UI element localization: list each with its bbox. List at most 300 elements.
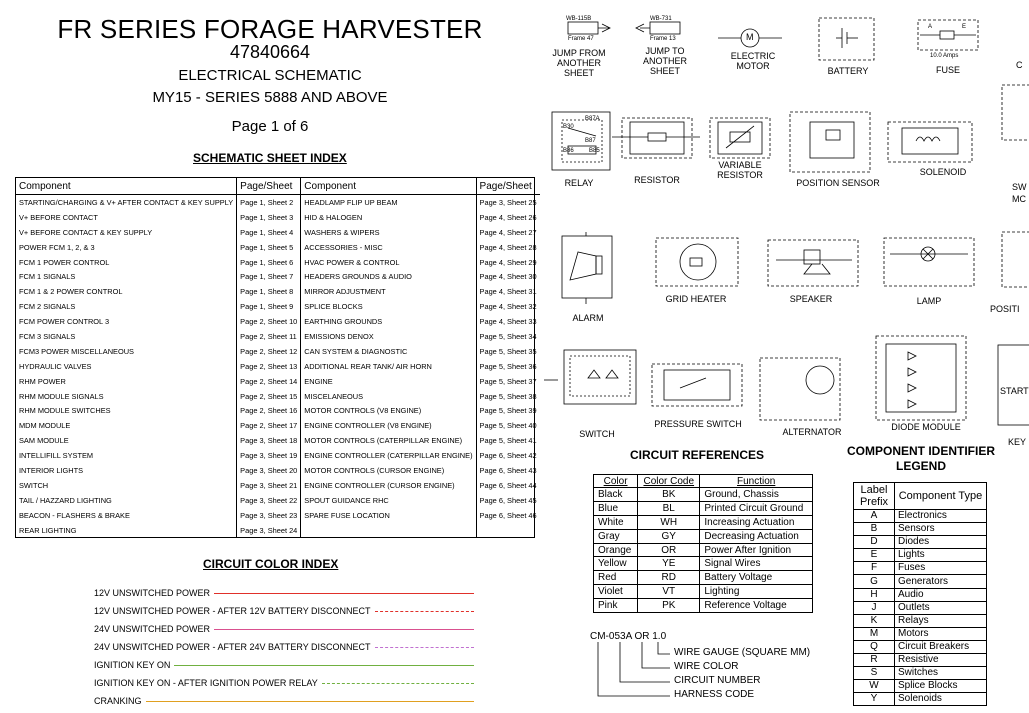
solenoid-label: SOLENOID bbox=[919, 167, 967, 177]
ref-code: GY bbox=[638, 529, 700, 543]
color-index-swatch-line bbox=[214, 629, 474, 630]
solenoid-symbol bbox=[888, 122, 972, 162]
wire-code-example: CM-053A OR 1.0 bbox=[590, 631, 667, 642]
fuse-symbol bbox=[918, 20, 978, 50]
battery-label: BATTERY bbox=[827, 66, 869, 76]
ref-color: Black bbox=[594, 488, 638, 502]
cid-prefix: M bbox=[854, 627, 895, 640]
index-page: Page 5, Sheet 34 bbox=[476, 329, 540, 344]
circuit-references-heading: CIRCUIT REFERENCES bbox=[630, 448, 765, 462]
index-page: Page 3, Sheet 20 bbox=[237, 463, 301, 478]
index-component: SPLICE BLOCKS bbox=[301, 299, 476, 314]
index-row bbox=[16, 374, 540, 389]
index-row bbox=[16, 329, 540, 344]
index-page: Page 1, Sheet 6 bbox=[237, 255, 301, 270]
fuse-pin-b: E bbox=[962, 24, 967, 30]
index-component: HEADERS GROUNDS & AUDIO bbox=[301, 269, 476, 284]
relay-pin-b86: B86 bbox=[563, 148, 574, 154]
index-page: Page 3, Sheet 23 bbox=[237, 508, 301, 523]
relay-pin-b87a: B87A bbox=[585, 116, 600, 122]
circuit-ref-row bbox=[594, 571, 812, 585]
component-id-heading bbox=[838, 444, 1004, 474]
component-id-row bbox=[854, 549, 987, 562]
color-index-label: 24V UNSWITCHED POWER bbox=[94, 624, 211, 634]
index-component: SPARE FUSE LOCATION bbox=[301, 508, 476, 523]
cid-prefix: F bbox=[854, 562, 895, 575]
index-component: MDM MODULE bbox=[19, 421, 71, 431]
index-header-component: Component bbox=[16, 178, 237, 195]
index-page: Page 5, Sheet 40 bbox=[476, 418, 540, 433]
cid-type: Motors bbox=[895, 627, 987, 640]
page-title: FR SERIES FORAGE HARVESTER bbox=[57, 14, 483, 44]
index-component: SPOUT GUIDANCE RHC bbox=[301, 493, 476, 508]
index-page: Page 4, Sheet 32 bbox=[476, 299, 540, 314]
index-component: REAR LIGHTING bbox=[19, 525, 77, 535]
ref-function: Signal Wires bbox=[700, 557, 812, 571]
jump-to-label: JUMP TO ANOTHER SHEET bbox=[642, 46, 687, 76]
diode-module-label: DIODE MODULE bbox=[891, 422, 961, 432]
index-component: MOTOR CONTROLS (CATERPILLAR ENGINE) bbox=[301, 433, 476, 448]
index-component: BEACON - FLASHERS & BRAKE bbox=[19, 510, 130, 520]
cid-header-prefix: Label Prefix bbox=[854, 483, 895, 510]
cut-label-sw: SW bbox=[1012, 182, 1027, 192]
ref-function: Battery Voltage bbox=[700, 571, 812, 585]
speaker-label: SPEAKER bbox=[789, 294, 833, 304]
circuit-ref-row bbox=[594, 585, 812, 599]
index-page: Page 5, Sheet 38 bbox=[476, 389, 540, 404]
battery-plates bbox=[836, 28, 858, 48]
component-id-row bbox=[854, 627, 987, 640]
index-component: INTELLIFILL SYSTEM bbox=[19, 451, 94, 461]
jump-to-symbol bbox=[636, 22, 680, 34]
index-page: Page 2, Sheet 13 bbox=[237, 359, 301, 374]
index-component: MOTOR CONTROLS (CURSOR ENGINE) bbox=[301, 463, 476, 478]
index-component: EARTHING GROUNDS bbox=[301, 314, 476, 329]
cid-prefix: E bbox=[854, 549, 895, 562]
fuse-rating: 10.0 Amps bbox=[930, 53, 959, 59]
ref-function: Power After Ignition bbox=[700, 543, 812, 557]
resistor-symbol bbox=[612, 118, 700, 158]
color-index-swatch-line bbox=[375, 611, 474, 612]
color-index-swatch-line bbox=[146, 701, 474, 702]
harness-code-label: HARNESS CODE bbox=[674, 689, 755, 700]
ref-code: OR bbox=[638, 543, 700, 557]
color-index-label: 12V UNSWITCHED POWER - AFTER 12V BATTERY DISCONNECT bbox=[94, 606, 371, 616]
color-index-item bbox=[94, 602, 474, 620]
index-component: FCM 1 SIGNALS bbox=[19, 272, 76, 282]
index-page: Page 2, Sheet 14 bbox=[237, 374, 301, 389]
index-component: RHM MODULE SWITCHES bbox=[19, 406, 111, 416]
index-component: FCM 2 SIGNALS bbox=[19, 302, 76, 312]
index-component: WASHERS & WIPERS bbox=[301, 225, 476, 240]
index-component: POWER FCM 1, 2, & 3 bbox=[19, 242, 95, 252]
index-page: Page 2, Sheet 16 bbox=[237, 403, 301, 418]
index-component: INTERIOR LIGHTS bbox=[19, 465, 84, 475]
index-row bbox=[16, 463, 540, 478]
index-page: Page 4, Sheet 29 bbox=[476, 255, 540, 270]
cid-prefix: K bbox=[854, 614, 895, 627]
cid-type: Solenoids bbox=[895, 693, 987, 706]
circuit-ref-row bbox=[594, 501, 812, 515]
cid-prefix: D bbox=[854, 536, 895, 549]
cid-type: Generators bbox=[895, 575, 987, 588]
ref-code: VT bbox=[638, 585, 700, 599]
wire-gauge-label: WIRE GAUGE (SQUARE MM) bbox=[674, 647, 811, 658]
index-page: Page 1, Sheet 8 bbox=[237, 284, 301, 299]
circuit-ref-row bbox=[594, 543, 812, 557]
index-component: ENGINE bbox=[301, 374, 476, 389]
cid-type: Audio bbox=[895, 588, 987, 601]
index-page: Page 3, Sheet 18 bbox=[237, 433, 301, 448]
index-page: Page 4, Sheet 30 bbox=[476, 269, 540, 284]
cid-header-type: Component Type bbox=[895, 483, 987, 510]
color-index-label: CRANKING bbox=[94, 696, 142, 706]
index-page: Page 2, Sheet 11 bbox=[237, 329, 301, 344]
index-row bbox=[16, 389, 540, 404]
circuit-ref-row bbox=[594, 488, 812, 502]
index-page: Page 1, Sheet 2 bbox=[237, 195, 301, 210]
index-header-component: Component bbox=[301, 178, 476, 195]
index-row bbox=[16, 195, 540, 210]
index-page: Page 2, Sheet 15 bbox=[237, 389, 301, 404]
battery-symbol bbox=[819, 18, 874, 60]
cid-prefix: S bbox=[854, 667, 895, 680]
index-component: FCM 1 & 2 POWER CONTROL bbox=[19, 287, 123, 297]
jump-to-tag: WB-731 bbox=[650, 16, 672, 22]
cut-label-mc: MC bbox=[1012, 194, 1026, 204]
alternator-symbol bbox=[760, 358, 840, 420]
cid-type: Outlets bbox=[895, 601, 987, 614]
cut-label-key: KEY bbox=[1008, 437, 1027, 447]
index-component: ENGINE CONTROLLER (V8 ENGINE) bbox=[301, 418, 476, 433]
switch-symbol bbox=[544, 350, 636, 404]
index-page: Page 1, Sheet 9 bbox=[237, 299, 301, 314]
index-component: TAIL / HAZZARD LIGHTING bbox=[19, 495, 112, 505]
index-page: Page 6, Sheet 45 bbox=[476, 493, 540, 508]
fuse-label: FUSE bbox=[935, 65, 960, 75]
index-page: Page 5, Sheet 39 bbox=[476, 403, 540, 418]
ref-function: Reference Voltage bbox=[700, 599, 812, 612]
color-index-swatch-line bbox=[214, 593, 474, 594]
motor-label: ELECTRIC MOTOR bbox=[730, 51, 776, 71]
index-row bbox=[16, 448, 540, 463]
alarm-symbol bbox=[562, 232, 612, 304]
index-component: ENGINE CONTROLLER (CURSOR ENGINE) bbox=[301, 478, 476, 493]
index-page: Page 4, Sheet 31 bbox=[476, 284, 540, 299]
color-index-label: 12V UNSWITCHED POWER bbox=[94, 588, 211, 598]
color-index-item bbox=[94, 638, 474, 656]
index-row bbox=[16, 225, 540, 240]
color-index-swatch-line bbox=[322, 683, 474, 684]
color-index-label: IGNITION KEY ON bbox=[94, 660, 171, 670]
ref-color: Gray bbox=[594, 529, 638, 543]
index-page: Page 3, Sheet 19 bbox=[237, 448, 301, 463]
variable-resistor-label: VARIABLE RESISTOR bbox=[717, 160, 763, 180]
index-page: Page 6, Sheet 42 bbox=[476, 448, 540, 463]
index-row bbox=[16, 240, 540, 255]
index-row bbox=[16, 359, 540, 374]
alternator-label: ALTERNATOR bbox=[782, 427, 842, 437]
refs-header-color: Color bbox=[603, 475, 628, 487]
refs-header-function: Function bbox=[700, 475, 812, 488]
component-id-table bbox=[853, 482, 987, 706]
lamp-label: LAMP bbox=[916, 296, 942, 306]
index-page: Page 5, Sheet 41 bbox=[476, 433, 540, 448]
index-page: Page 5, Sheet 36 bbox=[476, 359, 540, 374]
cid-prefix: W bbox=[854, 680, 895, 693]
component-id-heading-line2: LEGEND bbox=[895, 459, 946, 473]
color-index-item bbox=[94, 692, 474, 710]
wire-legend-leaders bbox=[592, 642, 672, 702]
index-row bbox=[16, 269, 540, 284]
relay-pin-b85: B85 bbox=[589, 148, 600, 154]
index-page: Page 6, Sheet 44 bbox=[476, 478, 540, 493]
index-component: HYDRAULIC VALVES bbox=[19, 361, 92, 371]
index-component: ENGINE CONTROLLER (CATERPILLAR ENGINE) bbox=[301, 448, 476, 463]
component-id-row bbox=[854, 654, 987, 667]
index-component: V+ BEFORE CONTACT & KEY SUPPLY bbox=[19, 227, 153, 237]
model-year: MY15 - SERIES 5888 AND ABOVE bbox=[152, 89, 388, 106]
cid-prefix: R bbox=[854, 654, 895, 667]
cid-type: Relays bbox=[895, 614, 987, 627]
cid-prefix: A bbox=[854, 510, 895, 523]
index-row bbox=[16, 478, 540, 493]
component-id-row bbox=[854, 667, 987, 680]
circuit-ref-row bbox=[594, 557, 812, 571]
index-page: Page 3, Sheet 22 bbox=[237, 493, 301, 508]
alarm-label: ALARM bbox=[572, 313, 604, 323]
color-index-swatch-line bbox=[174, 665, 474, 666]
ref-function: Ground, Chassis bbox=[700, 488, 812, 502]
color-index-swatch-line bbox=[375, 647, 474, 648]
ref-code: BL bbox=[638, 501, 700, 515]
component-id-row bbox=[854, 562, 987, 575]
index-page: Page 1, Sheet 3 bbox=[237, 210, 301, 225]
cid-type: Circuit Breakers bbox=[895, 640, 987, 653]
page-number: Page 1 of 6 bbox=[231, 118, 309, 135]
ref-code: PK bbox=[638, 599, 700, 612]
ref-color: Orange bbox=[594, 543, 638, 557]
index-component: HEADLAMP FLIP UP BEAM bbox=[301, 195, 476, 210]
component-id-row bbox=[854, 536, 987, 549]
cid-prefix: G bbox=[854, 575, 895, 588]
index-page: Page 4, Sheet 27 bbox=[476, 225, 540, 240]
cid-prefix: H bbox=[854, 588, 895, 601]
component-id-row bbox=[854, 614, 987, 627]
index-page: Page 2, Sheet 12 bbox=[237, 344, 301, 359]
component-id-row bbox=[854, 588, 987, 601]
cid-type: Splice Blocks bbox=[895, 680, 987, 693]
index-page: Page 5, Sheet 37 bbox=[476, 374, 540, 389]
diode-module-symbol bbox=[876, 336, 966, 420]
index-header-page: Page/Sheet bbox=[237, 178, 301, 195]
cid-prefix: B bbox=[854, 523, 895, 536]
sheet-index-heading: SCHEMATIC SHEET INDEX bbox=[193, 151, 347, 165]
index-page: Page 6, Sheet 46 bbox=[476, 508, 540, 523]
index-page: Page 1, Sheet 4 bbox=[237, 225, 301, 240]
index-row bbox=[16, 314, 540, 329]
document-subtitle: ELECTRICAL SCHEMATIC bbox=[178, 67, 362, 84]
index-row bbox=[16, 433, 540, 448]
variable-resistor-symbol bbox=[710, 118, 770, 158]
index-page: Page 1, Sheet 7 bbox=[237, 269, 301, 284]
color-index-item bbox=[94, 584, 474, 602]
index-row bbox=[16, 403, 540, 418]
index-component: MOTOR CONTROLS (V8 ENGINE) bbox=[301, 403, 476, 418]
index-page: Page 4, Sheet 28 bbox=[476, 240, 540, 255]
index-component: SAM MODULE bbox=[19, 436, 69, 446]
index-component: STARTING/CHARGING & V+ AFTER CONTACT & KEY SUPPLY bbox=[19, 197, 234, 207]
cid-type: Electronics bbox=[895, 510, 987, 523]
color-index-item bbox=[94, 656, 474, 674]
ref-color: Blue bbox=[594, 501, 638, 515]
pressure-switch-label: PRESSURE SWITCH bbox=[654, 419, 742, 429]
component-id-row bbox=[854, 510, 987, 523]
jump-to-frame: Frame 13 bbox=[650, 36, 676, 42]
index-component: HVAC POWER & CONTROL bbox=[301, 255, 476, 270]
component-id-row bbox=[854, 523, 987, 536]
color-index-label: IGNITION KEY ON - AFTER IGNITION POWER RELAY bbox=[94, 678, 318, 688]
ref-code: BK bbox=[638, 488, 700, 502]
index-component: ADDITIONAL REAR TANK/ AIR HORN bbox=[301, 359, 476, 374]
circuit-ref-row bbox=[594, 599, 812, 612]
jump-from-label: JUMP FROM ANOTHER SHEET bbox=[552, 48, 606, 78]
pressure-switch-symbol bbox=[652, 364, 742, 406]
index-row bbox=[16, 299, 540, 314]
circuit-ref-row bbox=[594, 515, 812, 529]
index-page: Page 3, Sheet 21 bbox=[237, 478, 301, 493]
index-component: FCM 3 SIGNALS bbox=[19, 331, 76, 341]
color-index-list bbox=[94, 584, 474, 710]
index-row bbox=[16, 255, 540, 270]
ref-color: White bbox=[594, 515, 638, 529]
index-page: Page 4, Sheet 26 bbox=[476, 210, 540, 225]
index-page: Page 3, Sheet 24 bbox=[237, 523, 301, 538]
component-id-row bbox=[854, 575, 987, 588]
component-id-row bbox=[854, 601, 987, 614]
relay-pin-b30: B30 bbox=[563, 124, 574, 130]
component-id-row bbox=[854, 680, 987, 693]
cid-type: Sensors bbox=[895, 523, 987, 536]
circuit-number-label: CIRCUIT NUMBER bbox=[674, 675, 761, 686]
relay-label: RELAY bbox=[564, 178, 594, 188]
cid-type: Fuses bbox=[895, 562, 987, 575]
index-component: SWITCH bbox=[19, 480, 49, 490]
jump-from-symbol bbox=[568, 22, 610, 34]
ref-code: WH bbox=[638, 515, 700, 529]
index-page: Page 3, Sheet 25 bbox=[476, 195, 540, 210]
index-page: Page 4, Sheet 33 bbox=[476, 314, 540, 329]
index-page: Page 5, Sheet 35 bbox=[476, 344, 540, 359]
speaker-symbol bbox=[768, 240, 858, 286]
cut-label-c: C bbox=[1016, 60, 1023, 70]
cid-prefix: Y bbox=[854, 693, 895, 706]
index-component: EMISSIONS DENOX bbox=[301, 329, 476, 344]
color-index-label: 24V UNSWITCHED POWER - AFTER 24V BATTERY DISCONNECT bbox=[94, 642, 371, 652]
index-page: Page 2, Sheet 10 bbox=[237, 314, 301, 329]
jump-from-tag: WB-115B bbox=[566, 16, 592, 22]
ref-color: Pink bbox=[594, 599, 638, 612]
index-page bbox=[476, 523, 540, 538]
color-index-heading: CIRCUIT COLOR INDEX bbox=[203, 557, 339, 571]
cid-type: Switches bbox=[895, 667, 987, 680]
ref-code: YE bbox=[638, 557, 700, 571]
index-component: RHM POWER bbox=[19, 376, 66, 386]
index-component: FCM3 POWER MISCELLANEOUS bbox=[19, 346, 134, 356]
index-row bbox=[16, 493, 540, 508]
circuit-references-rows bbox=[594, 488, 812, 613]
cid-type: Resistive bbox=[895, 654, 987, 667]
relay-pin-b87: B87 bbox=[585, 138, 596, 144]
wire-color-label: WIRE COLOR bbox=[674, 661, 739, 672]
motor-glyph: M bbox=[746, 32, 754, 42]
index-component: MIRROR ADJUSTMENT bbox=[301, 284, 476, 299]
lamp-symbol bbox=[884, 238, 974, 286]
circuit-ref-row bbox=[594, 529, 812, 543]
index-header-page: Page/Sheet bbox=[476, 178, 540, 195]
index-row bbox=[16, 284, 540, 299]
fuse-pin-a: A bbox=[928, 24, 933, 30]
component-id-table-wrap bbox=[853, 482, 987, 706]
cid-type: Diodes bbox=[895, 536, 987, 549]
index-component: ACCESSORIES - MISC bbox=[301, 240, 476, 255]
index-page: Page 2, Sheet 17 bbox=[237, 418, 301, 433]
ref-function: Increasing Actuation bbox=[700, 515, 812, 529]
ref-function: Decreasing Actuation bbox=[700, 529, 812, 543]
position-sensor-label: POSITION SENSOR bbox=[796, 178, 880, 188]
sheet-index-table bbox=[15, 177, 535, 538]
grid-heater-symbol bbox=[656, 238, 738, 286]
cid-prefix: Q bbox=[854, 640, 895, 653]
ref-function: Lighting bbox=[700, 585, 812, 599]
index-component: FCM 1 POWER CONTROL bbox=[19, 257, 110, 267]
color-index-item bbox=[94, 674, 474, 692]
switch-label: SWITCH bbox=[579, 429, 615, 439]
relay-symbol bbox=[552, 112, 610, 170]
component-id-row bbox=[854, 640, 987, 653]
cut-label-start: START bbox=[1000, 386, 1029, 396]
component-id-row bbox=[854, 693, 987, 706]
grid-heater-label: GRID HEATER bbox=[665, 294, 727, 304]
index-component: RHM MODULE SIGNALS bbox=[19, 391, 104, 401]
ref-color: Red bbox=[594, 571, 638, 585]
index-row bbox=[16, 523, 540, 538]
index-component: CAN SYSTEM & DIAGNOSTIC bbox=[301, 344, 476, 359]
jump-from-frame: Frame 47 bbox=[568, 36, 594, 42]
document-number: 47840664 bbox=[229, 42, 311, 62]
index-page: Page 6, Sheet 43 bbox=[476, 463, 540, 478]
index-component bbox=[301, 523, 476, 538]
index-row bbox=[16, 508, 540, 523]
cid-prefix: J bbox=[854, 601, 895, 614]
index-component: V+ BEFORE CONTACT bbox=[19, 212, 98, 222]
sheet-index-rows bbox=[16, 195, 540, 538]
component-id-heading-line1: COMPONENT IDENTIFIER bbox=[846, 444, 995, 458]
ref-color: Violet bbox=[594, 585, 638, 599]
ref-function: Printed Circuit Ground bbox=[700, 501, 812, 515]
refs-header-code: Color Code bbox=[638, 475, 700, 488]
ref-code: RD bbox=[638, 571, 700, 585]
index-component: MISCELANEOUS bbox=[301, 389, 476, 404]
index-component: FCM POWER CONTROL 3 bbox=[19, 317, 110, 327]
index-row bbox=[16, 210, 540, 225]
resistor-label: RESISTOR bbox=[634, 175, 680, 185]
component-id-rows bbox=[854, 510, 987, 706]
cut-label-positi: POSITI bbox=[990, 304, 1020, 314]
color-index-item bbox=[94, 620, 474, 638]
index-page: Page 1, Sheet 5 bbox=[237, 240, 301, 255]
position-sensor-symbol bbox=[790, 112, 870, 172]
